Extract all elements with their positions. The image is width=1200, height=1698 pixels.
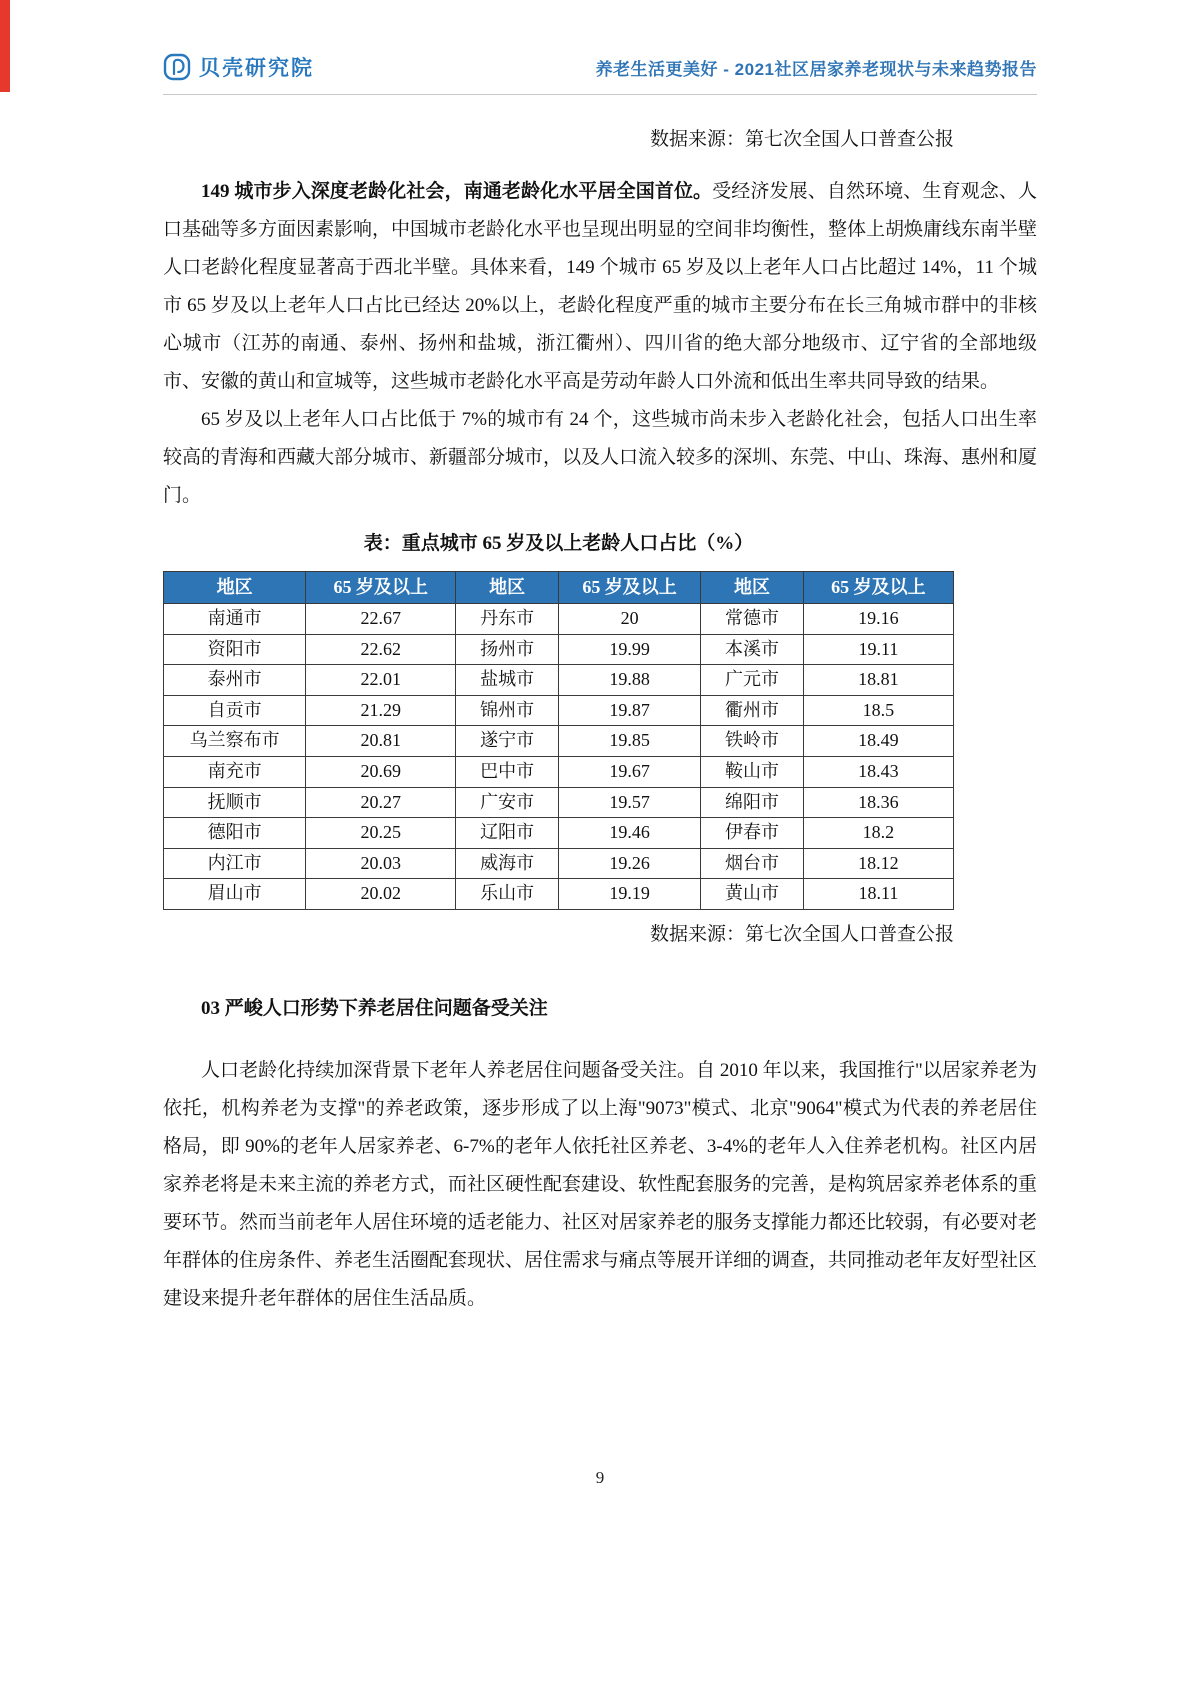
table-cell: 18.81 [803,665,953,696]
table-cell: 19.67 [558,756,700,787]
table-cell: 20.25 [306,818,456,849]
table-row [164,879,954,910]
table-body [164,604,954,910]
page-header [163,0,1037,95]
section-heading-03: 03 严峻人口形势下养老居住问题备受关注 [201,997,548,1019]
table-cell: 抚顺市 [164,787,306,818]
report-title: 养老生活更美好 - 2021社区居家养老现状与未来趋势报告 [595,59,1037,79]
table-cell: 21.29 [306,695,456,726]
table-row [164,726,954,757]
table-cell: 18.36 [803,787,953,818]
table-row [164,634,954,665]
table-cell: 盐城市 [456,665,559,696]
table-header-row [164,572,954,604]
table-cell: 18.2 [803,818,953,849]
table-cell: 19.88 [558,665,700,696]
table-cell: 19.46 [558,818,700,849]
table-cell: 眉山市 [164,879,306,910]
table-cell: 常德市 [701,604,804,635]
table-cell: 泰州市 [164,665,306,696]
table-cell: 18.49 [803,726,953,757]
table-title: 表：重点城市 65 岁及以上老龄人口占比（%） [363,533,754,554]
table-row [164,818,954,849]
table-row [164,665,954,696]
table-cell: 20.02 [306,879,456,910]
logo [163,52,314,82]
table-cell: 南通市 [164,604,306,635]
paragraph-aging-housing: 人口老龄化持续加深背景下老年人养老居住问题备受关注。自 2010 年以来，我国推行"以居家养老为依托，机构养老为支撑"的养老政策，逐步形成了以上海"9073"模式、北京"9064"模式为代表的养老居住格局，即 90%的老年人居家养老、6-7%的老年人依托社区养老、3-4%的老年人入住养老机构。社区内居家养老将是未来主流的养老方式，而社区硬性配套建设、软性配套服务的完善，是构筑居家养老体系的重要环节。然而当前老年人居住环境的适老能力、社区对居家养老的服务支撑能力都还比较弱，有必要对老年群体的住房条件、养老生活圈配套现状、居住需求与痛点等展开详细的调查，共同推动老年友好型社区建设来提升老年群体的居住生活品质。 [163,1059,1038,1309]
table-cell: 18.12 [803,848,953,879]
logo-text: 贝壳研究院 [199,57,314,80]
table-cell: 锦州市 [456,695,559,726]
table-cell: 22.62 [306,634,456,665]
table-cell: 伊春市 [701,818,804,849]
table-row [164,848,954,879]
page-corner-accent [0,0,10,92]
table-header-cell: 地区 [456,572,559,604]
table-cell: 广安市 [456,787,559,818]
table-cell: 烟台市 [701,848,804,879]
paragraph-under-7-percent: 65 岁及以上老年人口占比低于 7%的城市有 24 个，这些城市尚未步入老龄化社会，包括人口出生率较高的青海和西藏大部分城市、新疆部分城市，以及人口流入较多的深圳、东莞、中山、珠海、惠州和厦门。 [163,409,1038,506]
paragraph-lead-bold: 149 城市步入深度老龄化社会，南通老龄化水平居全国首位。 [201,181,713,202]
table-cell: 乐山市 [456,879,559,910]
table-header-cell: 地区 [701,572,804,604]
table-row [164,756,954,787]
table-row [164,695,954,726]
table-cell: 20 [558,604,700,635]
table-cell: 威海市 [456,848,559,879]
table-row [164,604,954,635]
table-cell: 衢州市 [701,695,804,726]
table-cell: 20.69 [306,756,456,787]
table-cell: 22.01 [306,665,456,696]
table-cell: 资阳市 [164,634,306,665]
table-cell: 内江市 [164,848,306,879]
table-cell: 遂宁市 [456,726,559,757]
table-cell: 自贡市 [164,695,306,726]
table-cell: 辽阳市 [456,818,559,849]
table-cell: 19.57 [558,787,700,818]
table-cell: 19.99 [558,634,700,665]
table-cell: 20.03 [306,848,456,879]
table-cell: 铁岭市 [701,726,804,757]
table-header-cell: 地区 [164,572,306,604]
paragraph-149-cities [163,173,1037,401]
table-cell: 18.11 [803,879,953,910]
table-cell: 19.11 [803,634,953,665]
source-note-top: 数据来源：第七次全国人口普查公报 [649,129,954,150]
table-cell: 黄山市 [701,879,804,910]
table-cell: 18.5 [803,695,953,726]
page-content [163,121,1037,1318]
table-cell: 鞍山市 [701,756,804,787]
table-cell: 19.26 [558,848,700,879]
table-cell: 19.16 [803,604,953,635]
table-cell: 绵阳市 [701,787,804,818]
table-header-cell: 65 岁及以上 [558,572,700,604]
table-cell: 20.81 [306,726,456,757]
beike-logo-icon [163,53,191,81]
table-cell: 乌兰察布市 [164,726,306,757]
table-cell: 广元市 [701,665,804,696]
table-cell: 巴中市 [456,756,559,787]
page-number: 9 [595,1468,605,1487]
table-cell: 本溪市 [701,634,804,665]
table-cell: 19.85 [558,726,700,757]
table-row [164,787,954,818]
source-note-bottom: 数据来源：第七次全国人口普查公报 [649,923,954,945]
aging-population-table [163,571,954,910]
table-header-cell: 65 岁及以上 [306,572,456,604]
table-cell: 20.27 [306,787,456,818]
table-cell: 19.19 [558,879,700,910]
table-cell: 丹东市 [456,604,559,635]
table-cell: 德阳市 [164,818,306,849]
table-cell: 19.87 [558,695,700,726]
paragraph-lead-rest: 受经济发展、自然环境、生育观念、人口基础等多方面因素影响，中国城市老龄化水平也呈现出明显的空间非均衡性，整体上胡焕庸线东南半壁人口老龄化程度显著高于西北半壁。具体来看，149 个城市 65 岁及以上老年人口占比超过 14%，11 个城市 65 岁及以上老年人口占比已经达 20%以上，老龄化程度严重的城市主要分布在长三角城市群中的非核心城市（江苏的南通、泰州、扬州和盐城，浙江衢州）、四川省的绝大部分地级市、辽宁省的全部地级市、安徽的黄山和宣城等，这些城市老龄化水平高是劳动年龄人口外流和低出生率共同导致的结果。 [163,181,1038,392]
table-cell: 扬州市 [456,634,559,665]
table-cell: 南充市 [164,756,306,787]
table-cell: 18.43 [803,756,953,787]
table-cell: 22.67 [306,604,456,635]
table-header-cell: 65 岁及以上 [803,572,953,604]
